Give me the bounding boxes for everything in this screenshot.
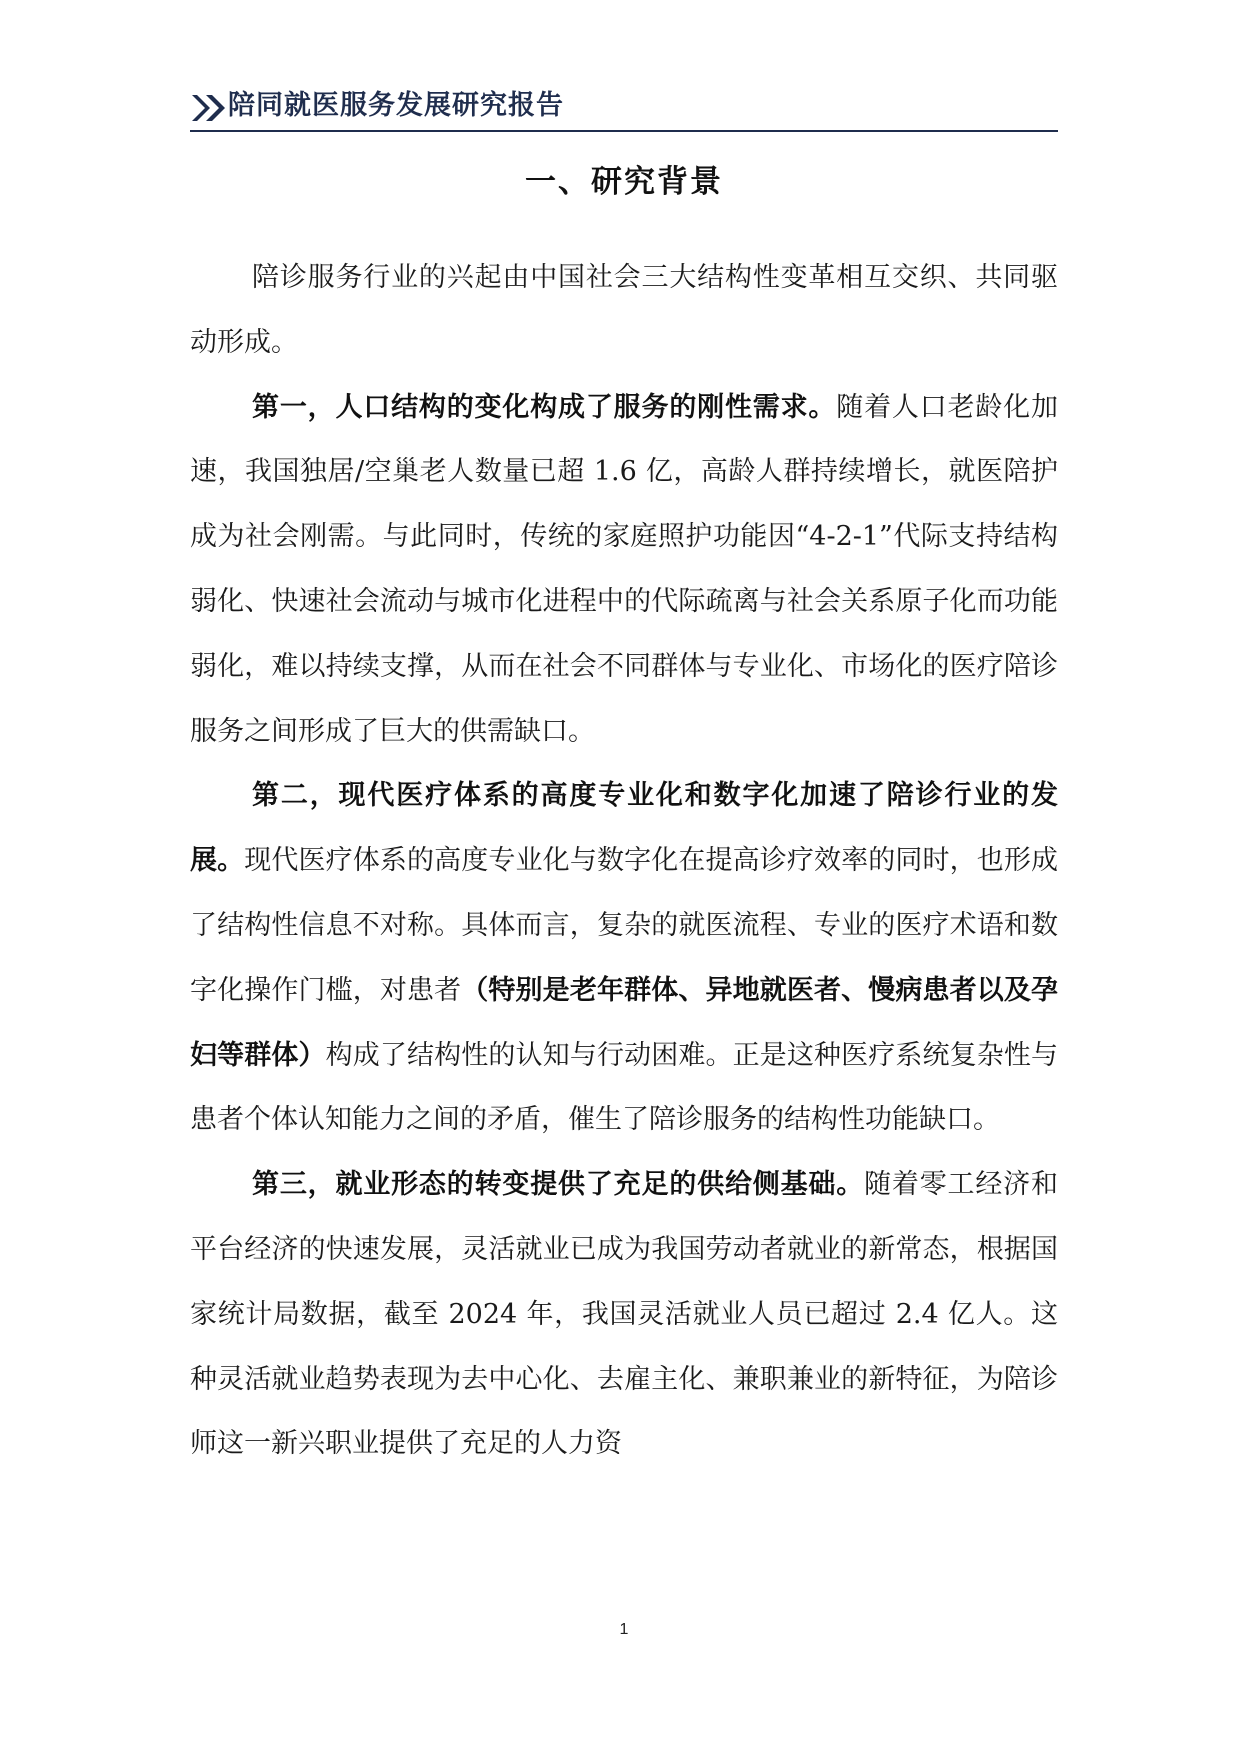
paragraph-second — [190, 764, 1058, 1153]
paragraph-text: 构成了结构性的认知与行动困难。正是这种医疗系统复杂性与患者个体认知能力之间的矛盾，催生了陪诊服务的结构性功能缺口。 — [190, 1039, 1059, 1136]
paragraph-text: 陪诊服务行业的兴起由中国社会三大结构性变革相互交织、共同驱动形成。 — [190, 262, 1058, 358]
paragraph-text: 随着零工经济和平台经济的快速发展，灵活就业已成为我国劳动者就业的新常态，根据国家统计局数据，截至 2024 年，我国灵活就业人员已超过 2.4 亿人。这种灵活就业趋势表现为去中心化、去雇主化、兼职兼业的新特征，为陪诊师这一新兴职业提供了充足的人力资 — [190, 1169, 1059, 1460]
paragraph-intro — [190, 246, 1058, 376]
report-title: 陪同就医服务发展研究报告 — [228, 90, 564, 121]
page-header — [190, 84, 1058, 132]
body-text — [190, 246, 1058, 1477]
paragraph-first — [190, 376, 1058, 765]
paragraph-lead-bold: 第三，就业形态的转变提供了充足的供给侧基础。 — [252, 1169, 865, 1201]
section-title: 一、研究背景 — [525, 164, 723, 200]
paragraph-inline-bold: （特别是老年群体、异地就医者、慢病患者以及孕妇等群体） — [190, 974, 1059, 1071]
double-chevron-right-icon — [192, 95, 226, 121]
paragraph-lead-bold: 第一，人口结构的变化构成了服务的刚性需求。 — [252, 391, 837, 423]
paragraph-text: 现代医疗体系的高度专业化与数字化在提高诊疗效率的同时，也形成了结构性信息不对称。具体而言，复杂的就医流程、专业的医疗术语和数字化操作门槛，对患者 — [190, 845, 1059, 1006]
paragraph-third — [190, 1153, 1058, 1477]
page-number: 1 — [619, 1621, 629, 1638]
paragraph-lead-bold: 第二，现代医疗体系的高度专业化和数字化加速了陪诊行业的发展。 — [190, 780, 1058, 877]
paragraph-text: 随着人口老龄化加速，我国独居/空巢老人数量已超 1.6 亿，高龄人群持续增长，就医陪护成为社会刚需。与此同时，传统的家庭照护功能因“4-2-1”代际支持结构弱化、快速社会流动与城市化进程中的代际疏离与社会关系原子化而功能弱化，难以持续支撑，从而在社会不同群体与专业化、市场化的医疗陪诊服务之间形成了巨大的供需缺口。 — [190, 391, 1058, 747]
